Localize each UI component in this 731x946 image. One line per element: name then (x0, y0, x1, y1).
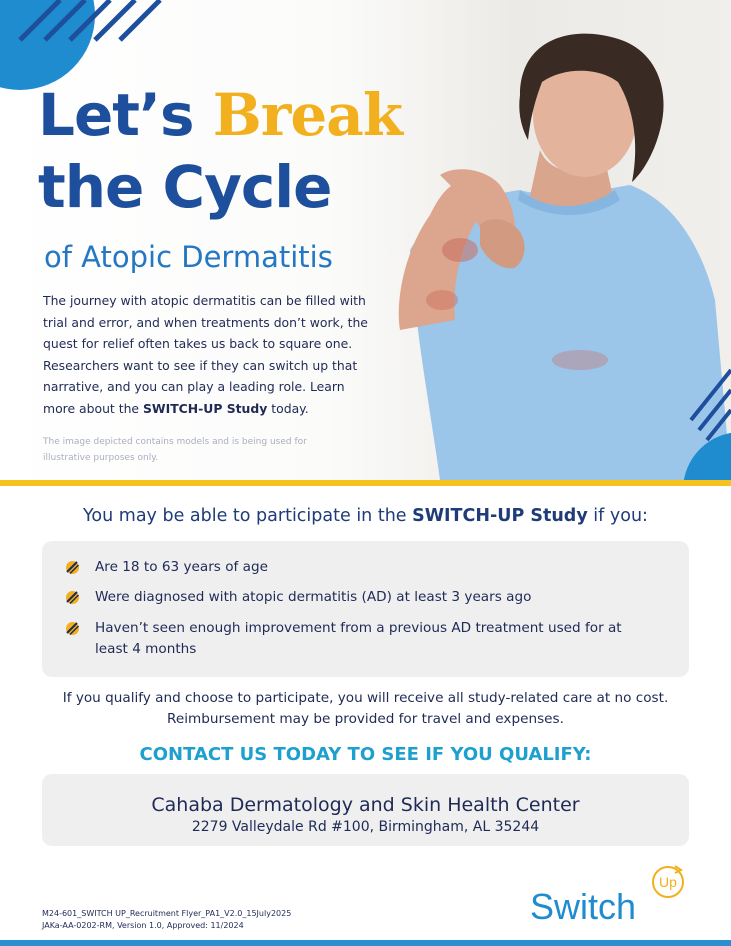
up-arrow-badge-icon (650, 864, 686, 900)
headline-line2: the Cycle (38, 153, 332, 221)
striped-circle-decoration (0, 0, 180, 90)
logo-badge-text: Up (659, 874, 677, 890)
yellow-divider (0, 480, 731, 486)
eligibility-study-name: SWITCH-UP Study (412, 506, 588, 526)
footer-code-line1: M24-601_SWITCH UP_Recruitment Flyer_PA1_V2.0_15July2025 (42, 909, 292, 918)
intro-study-name: SWITCH-UP Study (143, 400, 268, 416)
criteria-text: Were diagnosed with atopic dermatitis (AD) at least 3 years ago (95, 589, 532, 605)
eligibility-title-end: if you: (587, 506, 648, 526)
headline-accent: Break (212, 81, 403, 149)
site-name: Cahaba Dermatology and Skin Health Center (151, 794, 580, 816)
bottom-divider (0, 940, 731, 946)
intro-text: The journey with atopic dermatitis can be filled with trial and error, and when treatments don’t work, the quest for relief often takes us back to square one. Researchers want to see if they can switch up that narrative, and you can play a leading role. Learn more about the (43, 293, 368, 416)
criteria-box (42, 541, 689, 677)
woman-scratching-arm-photo (370, 0, 731, 480)
striped-circle-icon (66, 622, 79, 635)
headline-part1: Let’s (38, 81, 213, 149)
qualify-note: If you qualify and choose to participate, you will receive all study-related care at no cost. Reimbursement may be provided for travel and expenses. (62, 690, 669, 727)
intro-paragraph (43, 290, 378, 420)
intro-end: today. (267, 400, 309, 416)
site-box (42, 774, 689, 846)
criteria-text: Are 18 to 63 years of age (95, 559, 268, 575)
eligibility-title (0, 506, 731, 526)
switch-up-logo (528, 862, 693, 928)
footer-code-line2: JAKa-AA-0202-RM, Version 1.0, Approved: 11/2024 (42, 921, 244, 930)
logo-word: Switch (530, 886, 637, 927)
headline (38, 81, 403, 221)
criteria-text: Haven’t seen enough improvement from a previous AD treatment used for at least 4 months (95, 620, 622, 657)
striped-circle-icon (66, 591, 79, 604)
footer-code (42, 908, 291, 932)
criteria-item (66, 587, 655, 608)
image-disclaimer: The image depicted contains models and is being used for illustrative purposes only. (43, 437, 307, 463)
striped-circle-icon (66, 561, 79, 574)
criteria-item (66, 618, 655, 660)
contact-heading: CONTACT US TODAY TO SEE IF YOU QUALIFY: (139, 744, 592, 765)
striped-semicircle-decoration (681, 360, 731, 480)
eligibility-title-start: You may be able to participate in the (83, 506, 413, 526)
subheadline: of Atopic Dermatitis (44, 240, 333, 274)
criteria-item (66, 557, 655, 578)
site-address: 2279 Valleydale Rd #100, Birmingham, AL 35244 (191, 819, 540, 835)
